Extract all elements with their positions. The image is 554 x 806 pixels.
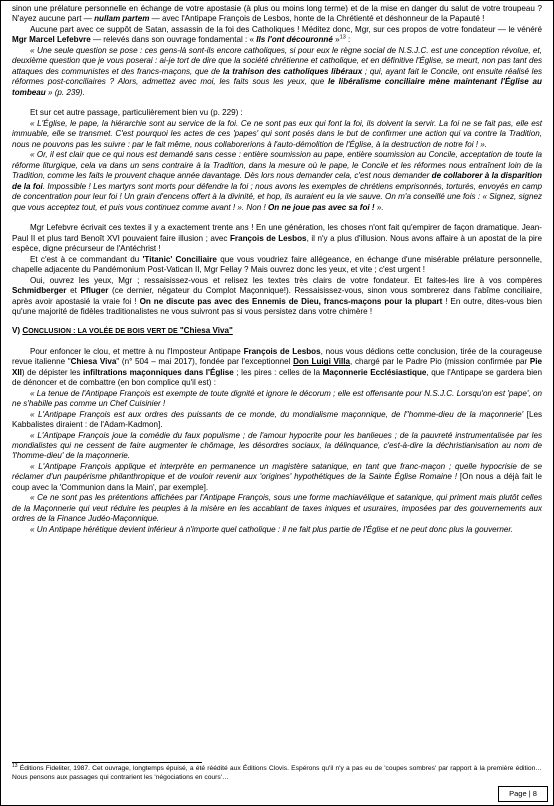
text: Et c'est à ce commandant du	[30, 254, 143, 264]
quote-5	[12, 410, 542, 431]
emphasis-lefebvre: Mgr Marcel Lefebvre	[12, 35, 91, 45]
heading-text: C	[22, 326, 29, 336]
quote-4	[12, 389, 542, 410]
text: « Or, il est clair que ce qui nous est demandé sans cesse : entière soumission au pape, entière soumission au Concile, acceptation de toute la réforme liturgique, cela va dans un sens contraire à la Tradition, dans la mesure où le pape, le Concile et les réformes nous entraînent loin de la Tradition, comme les faits le prouvent chaque année davantage. Dès lors nous demander cela, c'est nous demander	[12, 150, 542, 181]
footnote-text: Éditions Fideliter, 1987. Cet ouvrage, longtemps épuisé, a été réédité aux Éditions Clovis. Espérons qu'il n'y a pas eu de 'coupes sombres' par rapport à la première édition… Nous pensons aux passages qui contrarient les 'négociations en cours'…	[12, 765, 542, 781]
quote-text: « L'Antipape François joue la comédie du faux populisme ; de l'amour hypocrite pour les banlieues ; de la pauvreté instrumentalisée par les mondialistes qui ne cessent de faire augmenter le chômage, les désordres sociaux, la délinquance, c'est-à-dire la déchristianisation au nom de 'l'homme-dieu' de la maçonnerie.	[12, 430, 542, 461]
text: , nous vous dédions cette conclusion, tirée de la courageuse revue italienne "	[12, 346, 543, 367]
emphasis-titanic: 'Titanic' Conciliaire	[142, 254, 217, 264]
quote-text: « L'Antipape François applique et interprète en permanence un magistère satanique, en tant que franc-maçon ; quelle hypocrisie de se réclamer d'un paupérisme philanthropique et de vouloir revenir aux 'origines' hypothétiques de la Sainte Église Romaine !	[12, 461, 542, 482]
text: »	[332, 35, 340, 45]
quote-text: « L'Église, le pape, la hiérarchie sont au service de la foi. Ce ne sont pas eux qui font la foi, ils doivent la servir. La foi ne se fait pas, elle est immuable, elle se transmet. C'est pourquoi les actes de ces 'papes' qui sont posés dans le but de confirmer une action qui va contre la Tradition, nous ne pouvons pas les suivre : par le fait même, nous collaborerions à l'auto-démolition de l'Église, à la destruction de notre foi ! ».	[12, 118, 542, 149]
footnote	[12, 762, 542, 782]
paragraph-1	[12, 4, 542, 25]
name-schmidberger: Schmidberger	[12, 286, 67, 296]
quote-9	[12, 525, 542, 535]
text: Aucune part avec ce suppôt de Satan, assassin de la foi des Catholiques ! Méditez donc, Mgr, sur ces propos de votre fondateur — le vénéré	[30, 24, 542, 34]
quote-text: « L'Antipape François est aux ordres des puissants de ce monde, du mondialisme maçonnique, de l''homme-dieu de la maçonnerie'	[30, 409, 524, 419]
book-title: Ils l'ont découronné	[256, 35, 333, 45]
text: Oui, ouvrez les yeux, Mgr ; ressaisissez-vous et relisez les textes très clairs de votre fondateur. Et faites-les lire à vos compères	[30, 275, 542, 285]
text: ; qui, ayant fait le Concile, ont ensuite réalisé les réformes post-conciliaires ? Alors, admettez avec moi, les faits sous les yeux, que	[12, 66, 542, 87]
text: " (n° 504 – mai 2017), fondée par l'exceptionnel	[116, 357, 294, 367]
journal-name: Chiesa Viva	[70, 357, 117, 367]
quote-6	[12, 431, 542, 462]
emphasis: On ne discute pas avec des Ennemis de Dieu, francs-maçons pour la plupart	[139, 296, 443, 306]
paragraph-2	[12, 25, 542, 46]
quote-1	[12, 46, 542, 98]
text: » (p. 239).	[45, 87, 85, 97]
paragraph-4	[12, 223, 542, 254]
text: (ce dernier, négateur du Complot Maçonnique!). Ressaisissez-vous, sinon vous sombrerez dans l'abîme conciliaire, après avoir apostasié la vraie foi !	[12, 286, 542, 306]
text: ) de dépister les	[21, 367, 83, 377]
bracket-note: [Les Kabbalistes diraient : de l'Adam-Kadmon].	[12, 409, 542, 430]
emphasis: François de Lesbos	[243, 346, 321, 356]
heading-number: V)	[12, 326, 23, 336]
quote-2	[12, 119, 542, 150]
quote-8	[12, 493, 542, 524]
text: , chargé par le Padre Pio (mission confirmée par	[350, 357, 530, 367]
page-content	[12, 4, 542, 535]
emphasis: la trahison des catholiques libéraux	[222, 66, 363, 76]
text: « Une seule question se pose : ces gens-là sont-ils encore catholiques, si pour eux le règne social de N.S.J.C. est une conception révolue, et, deuxième question que je vous poserai : ai-je tort de dire que la société chrétienne et catholique, et en définitive l'Église, se meurt, non pas tant des attaques des communistes et des francs-maçons, que de	[12, 45, 542, 76]
footnote-ref: 13	[339, 34, 346, 41]
quote-text: « Ce ne sont pas les prétentions affichées par l'Antipape François, sous une forme machiavélique et satanique, qui priment mais plutôt celles de la Maçonnerie qui veut réduire les peuples à la misère en les accablant de taxes iniques et usuraires, imposées par des gouvernements aux ordres de la Finance Judéo-Maçonnique.	[12, 493, 542, 524]
quote-7	[12, 462, 542, 493]
emphasis-nullam-partem: nullam partem	[94, 14, 150, 24]
text: que vous voudriez faire allégeance, en échange d'une misérable prélature personnelle, chapelle adjacente du Pandémonium Post-Vatican II, Mgr Fellay ? Mais ouvrez donc les yeux, et vite ; c'est urgent !	[12, 254, 543, 275]
paragraph-6	[12, 276, 542, 318]
quote-text: « La tenue de l'Antipape François est exempte de toute dignité et ignore le décorum ; elle est offensante pour N.S.J.C. Lorsqu'on est 'pape', on ne s'habille pas comme un Chef Cuisinier !	[12, 388, 542, 409]
text: — avec l'Antipape François de Lesbos, honte de la Chrétienté et déshonneur de la Papauté !	[149, 14, 485, 24]
emphasis: infiltrations maçonniques dans l'Église	[82, 367, 234, 377]
section-heading	[12, 326, 542, 337]
bracket-note: [On nous a déjà fait le coup avec la 'Communion dans la Main', par exemple].	[12, 472, 542, 492]
quote-3	[12, 150, 542, 213]
emphasis: de collaborer à la disparition de la foi	[12, 171, 542, 191]
text: :	[345, 35, 351, 45]
emphasis: Maçonnerie Ecclésiastique	[322, 367, 427, 377]
text: , que l'Antipape se gardera bien de dénoncer et de combattre (en bon complice qu'il est) :	[12, 367, 543, 388]
text: sinon une prélature personnelle en échange de votre apostasie (à plus ou moins long terme) et de la mise en danger du salut de votre troupeau ? N'ayez aucune part —	[12, 4, 542, 24]
name-pie-xii: Pie XII	[12, 357, 542, 377]
emphasis: On ne joue pas avec sa foi !	[268, 202, 375, 212]
name-don-luigi-villa: Don Luigi Villa	[293, 357, 351, 367]
text: — relevés dans son ouvrage fondamental : «	[90, 35, 257, 45]
page-number: Page | 8	[498, 786, 548, 802]
paragraph-3: Et sur cet autre passage, particulièrement bien vu (p. 229) :	[30, 108, 243, 118]
text: ».	[374, 202, 384, 212]
text: ; les pires : celles de la	[233, 367, 323, 377]
heading-text: "Chiesa Viva"	[179, 326, 233, 336]
quote-text: « Un Antipape hérétique devient inférieur à n'importe quel catholique : il ne fait plus partie de l'Église et ne peut donc plus la gouverner.	[30, 524, 514, 534]
text: ! En outre, dites-vous bien qu'une majorité de fidèles traditionalistes ne vous suivront pas si vous persistez dans votre chimère !	[12, 296, 542, 317]
text: Pour enfoncer le clou, et mettre à nu l'Imposteur Antipape	[30, 346, 244, 356]
footnote-separator	[12, 762, 202, 763]
p4-text: Mgr Lefebvre écrivait ces textes il y a exactement trente ans ! En une génération, les choses n'ont fait qu'empirer de façon dramatique. Jean-Paul II et plus tard Benoît XVI pouvaient faire illusion ; avec François de Lesbos, il n'y a plus d'illusion. Nous avons affaire à un apostat de la pire espèce, digne précurseur de l'Antéchrist !	[12, 223, 542, 254]
paragraph-5	[12, 255, 542, 276]
heading-text: ONCLUSION : LA VOLÉE DE BOIS VERT DE	[28, 328, 180, 336]
text: et	[66, 286, 81, 296]
name-pfluger: Pfluger	[80, 286, 109, 296]
text: . Impossible ! Les martyrs sont morts pour défendre la foi ; nous avons les exemples de chrétiens emprisonnés, torturés, envoyés en camp de concentration pour leur foi ! Un grain d'encens offert à la divinité, et hop, ils auraient eu la vie sauve. On m'a conseillé une fois : « Signez, signez que vous acceptez tout, et puis vous continuez comme avant ! ». Non !	[12, 181, 542, 212]
footnote-number: 13	[12, 762, 18, 769]
emphasis-francois-de-lesbos: François de Lesbos	[229, 233, 307, 243]
emphasis: le libéralisme conciliaire mène maintenant l'Église au tombeau	[12, 77, 542, 97]
paragraph-7	[12, 347, 542, 389]
